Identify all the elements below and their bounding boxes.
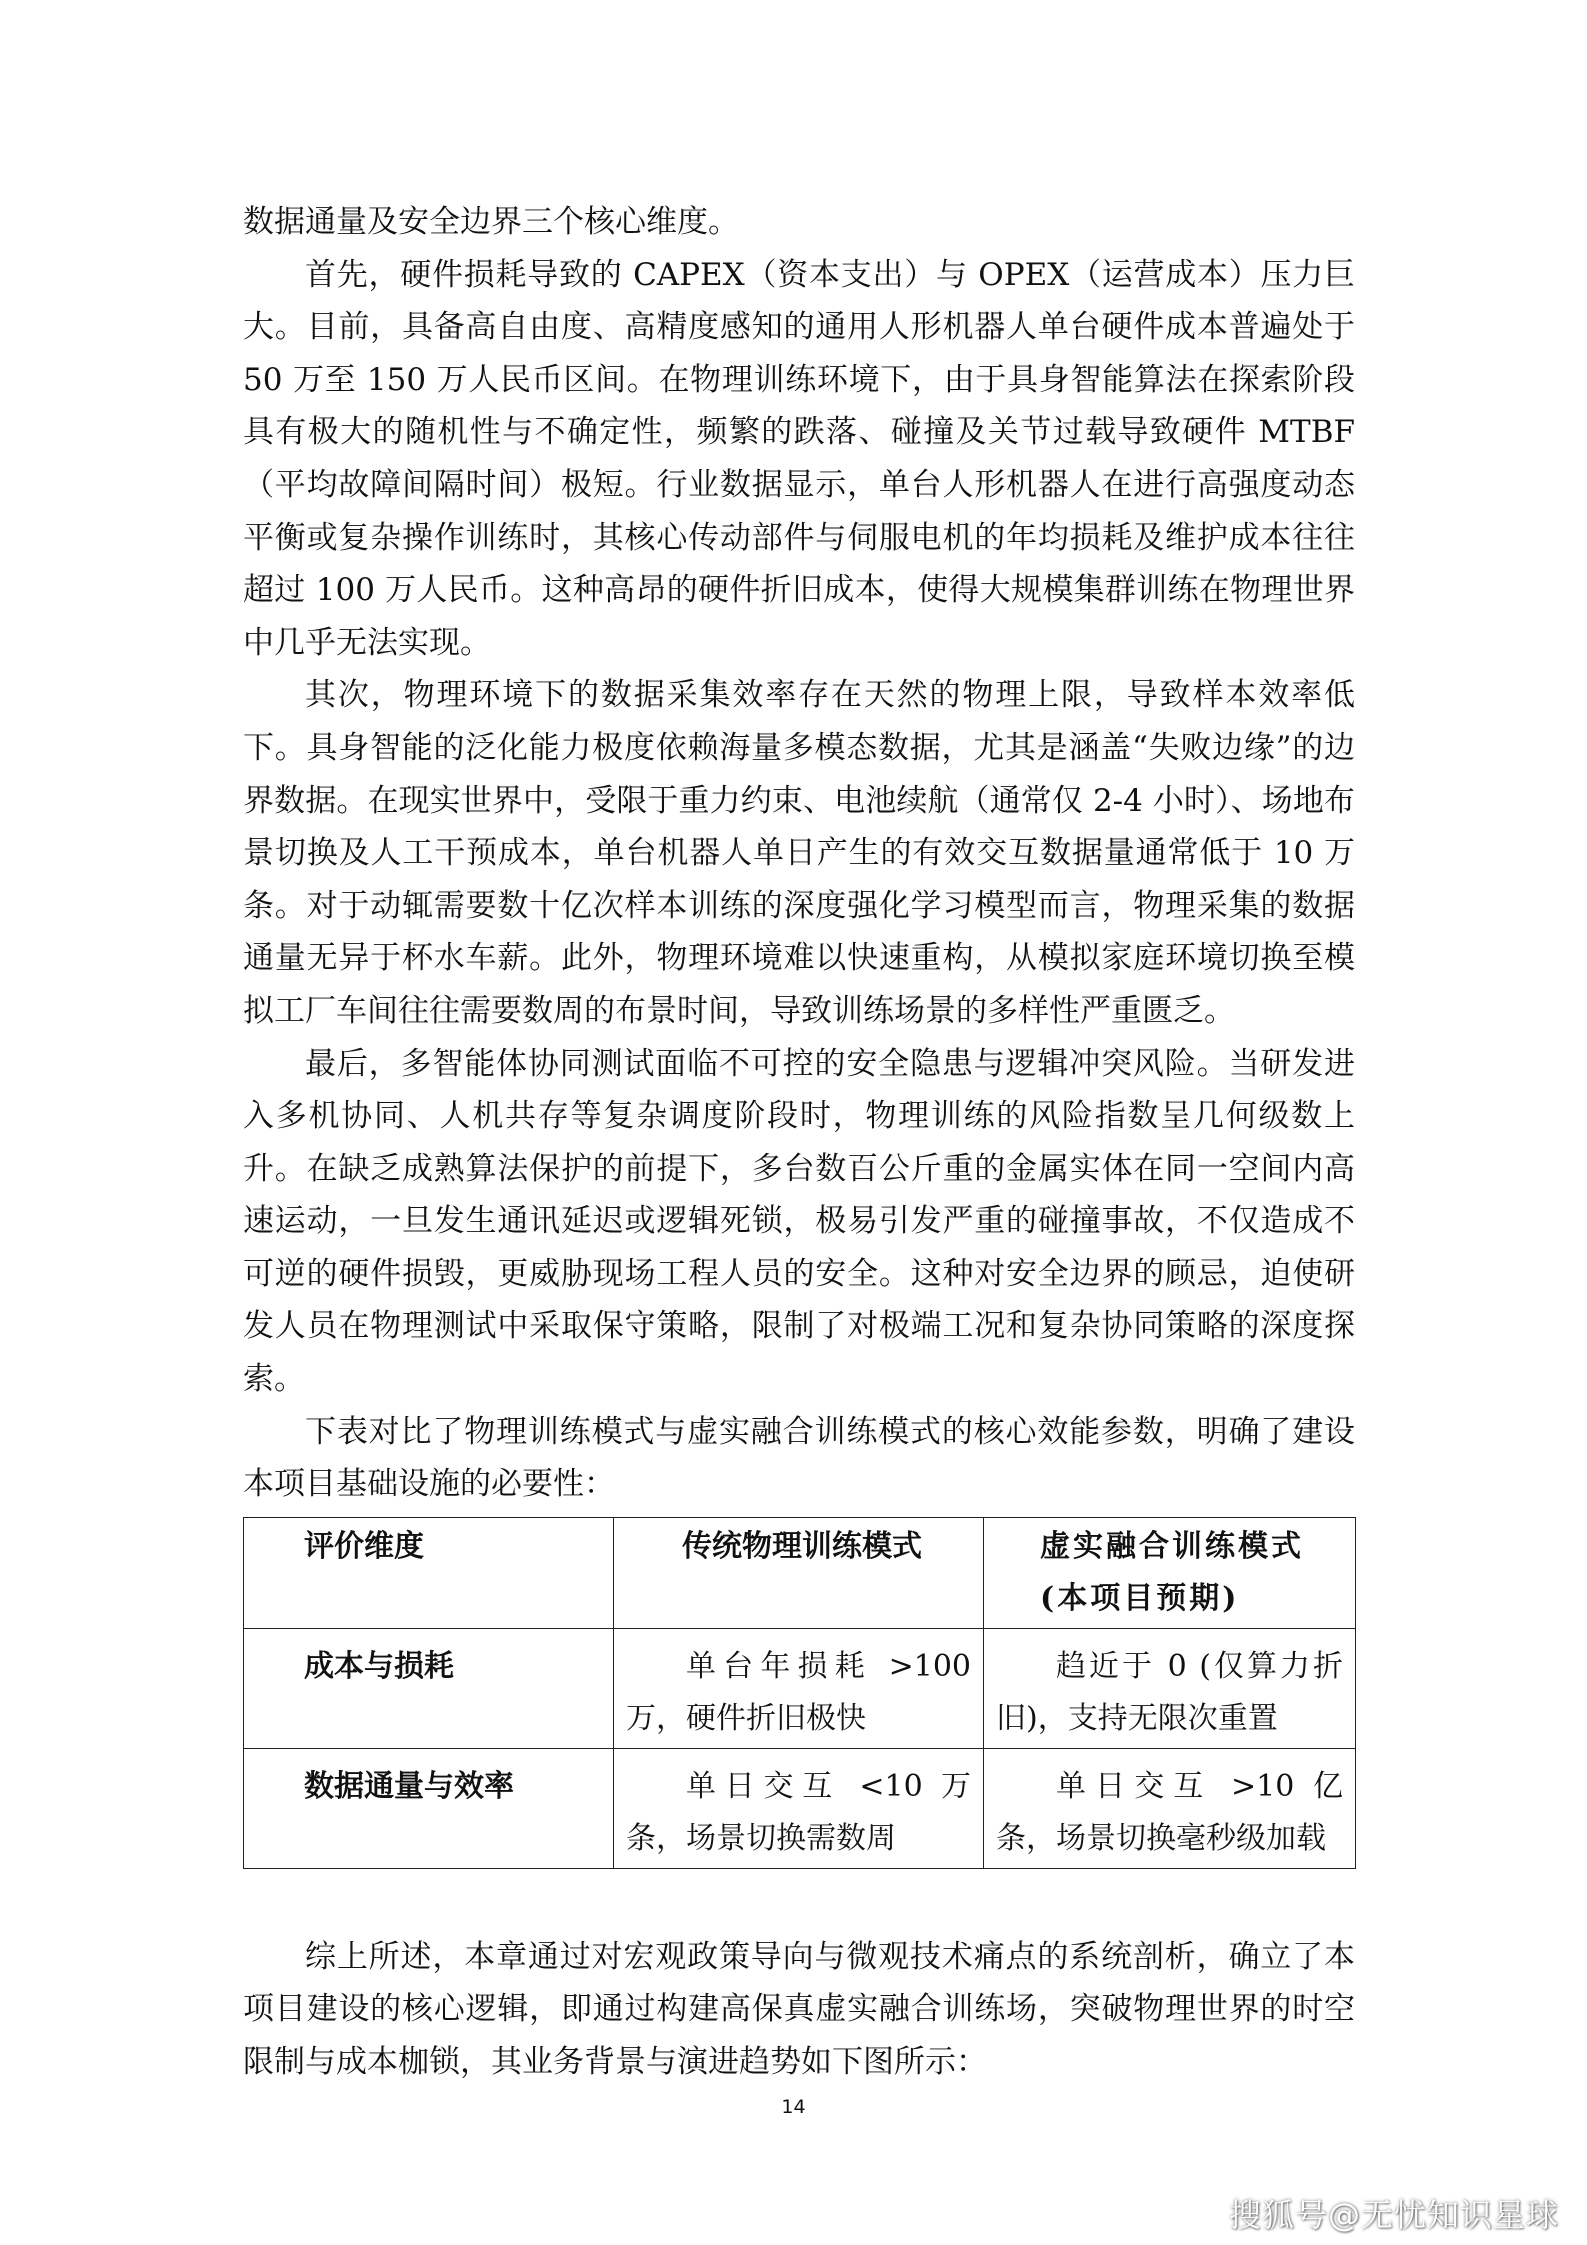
paragraph-hardware-cost: 首先，硬件损耗导致的 CAPEX（资本支出）与 OPEX（运营成本）压力巨大。目前，具备高自由度、高精度感知的通用人形机器人单台硬件成本普遍处于 50 万至 150 万人民币区间。在物理训练环境下，由于具身智能算法在探索阶段具有极大的随机性与不确定性，频繁的跌落、碰撞及关节过载导致硬件 MTBF（平均故障间隔时间）极短。行业数据显示，单台人形机器人在进行高强度动态平衡或复杂操作训练时，其核心传动部件与伺服电机的年均损耗及维护成本往往超过 100 万人民币。这种高昂的硬件折旧成本，使得大规模集群训练在物理世界中几乎无法实现。 <box>243 256 1355 661</box>
paragraph-data-efficiency: 其次，物理环境下的数据采集效率存在天然的物理上限，导致样本效率低下。具身智能的泛化能力极度依赖海量多模态数据，尤其是涵盖“失败边缘”的边界数据。在现实世界中，受限于重力约束、电池续航（通常仅 2-4 小时）、场地布景切换及人工干预成本，单台机器人单日产生的有效交互数据量通常低于 10 万条。对于动辄需要数十亿次样本训练的深度强化学习模型而言，物理采集的数据通量无异于杯水车薪。此外，物理环境难以快速重构，从模拟家庭环境切换至模拟工厂车间往往需要数周的布景时间，导致训练场景的多样性严重匮乏。 <box>243 677 1355 1029</box>
paragraph-continuation: 数据通量及安全边界三个核心维度。 <box>243 204 739 240</box>
table-row <box>244 1748 1356 1868</box>
paragraph-table-intro: 下表对比了物理训练模式与虚实融合训练模式的核心效能参数，明确了建设本项目基础设施的必要性： <box>243 1413 1355 1503</box>
table-row <box>244 1628 1356 1748</box>
paragraph-safety-risk: 最后，多智能体协同测试面临不可控的安全隐患与逻辑冲突风险。当研发进入多机协同、人机共存等复杂调度阶段时，物理训练的风险指数呈几何级数上升。在缺乏成熟算法保护的前提下，多台数百公斤重的金属实体在同一空间内高速运动，一旦发生通讯延迟或逻辑死锁，极易引发严重的碰撞事故，不仅造成不可逆的硬件损毁，更威胁现场工程人员的安全。这种对安全边界的顾忌，迫使研发人员在物理测试中采取保守策略，限制了对极端工况和复杂协同策略的深度探索。 <box>243 1045 1355 1398</box>
comparison-table <box>243 1517 1356 1869</box>
table-cell-traditional: 单日交互 <10 万条，场景切换需数周 <box>614 1748 984 1868</box>
table-row-label: 数据通量与效率 <box>244 1748 614 1868</box>
page-number: 14 <box>781 2096 806 2118</box>
watermark-text: 搜狐号@无忧知识星球 <box>1228 2196 1559 2234</box>
table-header-traditional: 传统物理训练模式 <box>614 1517 984 1628</box>
table-row-label: 成本与损耗 <box>244 1628 614 1748</box>
table-cell-hybrid: 单日交互 >10 亿条，场景切换毫秒级加载 <box>984 1748 1356 1868</box>
comparison-table-wrapper <box>243 1517 1355 1869</box>
table-cell-hybrid: 趋近于 0 (仅算力折旧)，支持无限次重置 <box>984 1628 1356 1748</box>
table-header-dimension: 评价维度 <box>244 1517 614 1628</box>
table-header-row <box>244 1517 1356 1628</box>
document-body <box>243 196 1355 2089</box>
table-cell-traditional: 单台年损耗 >100 万，硬件折旧极快 <box>614 1628 984 1748</box>
table-header-hybrid: 虚实融合训练模式(本项目预期) <box>984 1517 1356 1628</box>
paragraph-summary: 综上所述，本章通过对宏观政策导向与微观技术痛点的系统剖析，确立了本项目建设的核心逻辑，即通过构建高保真虚实融合训练场，突破物理世界的时空限制与成本枷锁，其业务背景与演进趋势如下图所示： <box>243 1938 1355 2081</box>
section-spacer <box>243 1869 1355 1931</box>
